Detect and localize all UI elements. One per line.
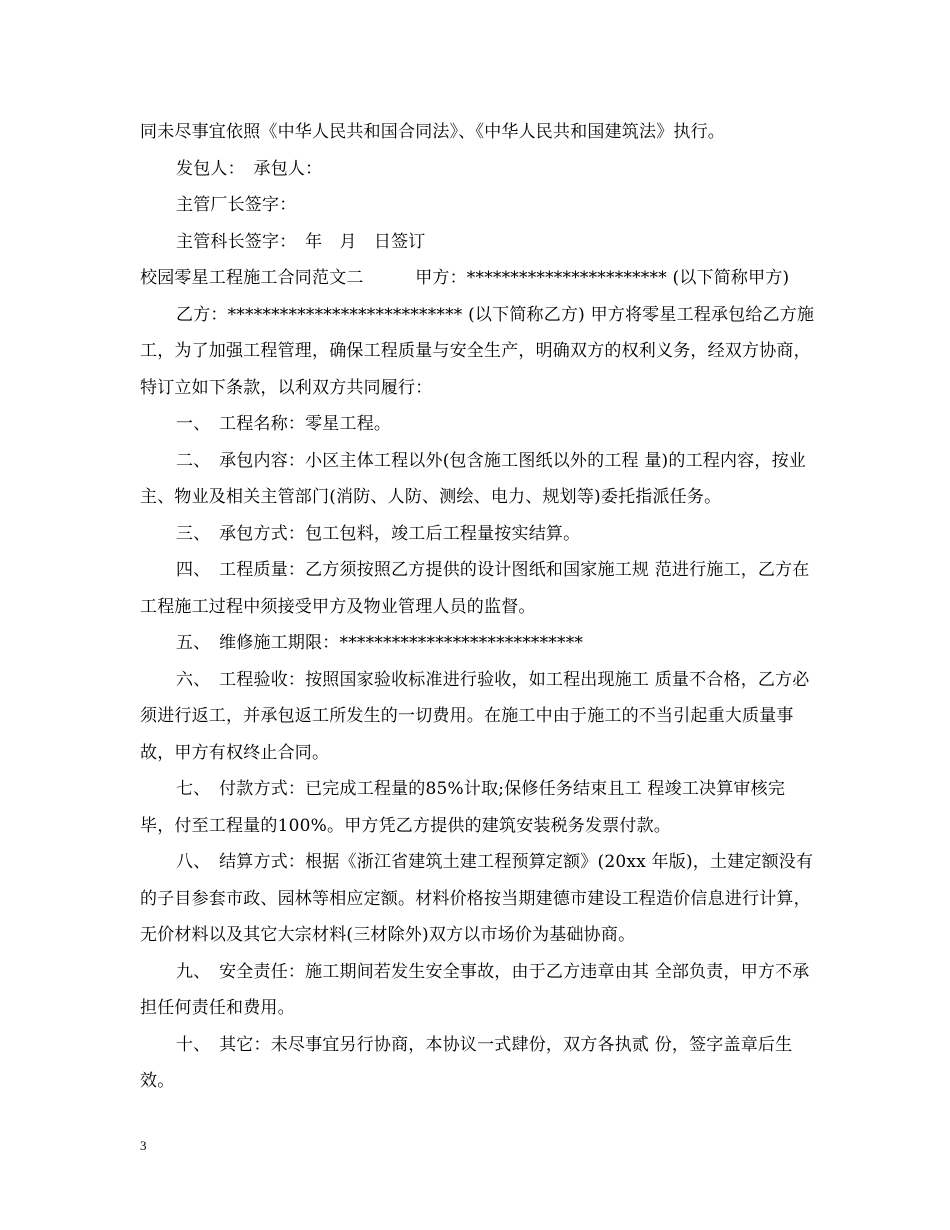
clause-6: 六、 工程验收：按照国家验收标准进行验收，如工程出现施工 质量不合格，乙方必须进行返工，并承包返工所发生的一切费用。在施工中由于施工的不当引起重大质量事故，甲方有权终止合同。	[140, 669, 810, 763]
clause-5: 五、 维修施工期限：****************************	[176, 633, 584, 653]
page-number: 3	[140, 1138, 147, 1153]
clause-10: 十、 其它：未尽事宜另行协商，本协议一式肆份，双方各执贰 份，签字盖章后生效。	[140, 1034, 793, 1091]
contract-title-party-a: 校园零星工程施工合同范文二 甲方：*********************** (以下简称甲方)	[140, 268, 790, 288]
signature-factory-director: 主管厂长签字：	[176, 195, 297, 215]
contract-body	[140, 114, 815, 1100]
clause-9: 九、 安全责任：施工期间若发生安全事故，由于乙方违章由其 全部负责，甲方不承担任何责任和费用。	[140, 961, 810, 1018]
clause-4: 四、 工程质量：乙方须按照乙方提供的设计图纸和国家施工规 范进行施工，乙方在工程施工过程中须接受甲方及物业管理人员的监督。	[140, 560, 810, 617]
clause-7: 七、 付款方式：已完成工程量的85%计取;保修任务结束且工 程竣工决算审核完毕，付至工程量的100%。甲方凭乙方提供的建筑安装税务发票付款。	[140, 779, 786, 836]
clause-8: 八、 结算方式：根据《浙江省建筑土建工程预算定额》(20xx 年版)，土建定额没有的子目参套市政、园林等相应定额。材料价格按当期建德市建设工程造价信息进行计算，无价材料以及其它大宗材料(三材除外)双方以市场价为基础协商。	[140, 852, 814, 945]
paragraph-party-b: 乙方：*************************** (以下简称乙方) 甲方将零星工程承包给乙方施工，为了加强工程管理，确保工程质量与安全生产，明确双方的权利义务，经双方协商，特订立如下条款，以利双方共同履行：	[140, 304, 815, 398]
clause-1: 一、 工程名称：零星工程。	[176, 414, 392, 434]
signature-section-chief: 主管科长签字： 年 月 日签订	[176, 231, 426, 252]
clause-3: 三、 承包方式：包工包料，竣工后工程量按实结算。	[176, 523, 581, 544]
signature-parties: 发包人： 承包人：	[176, 158, 323, 179]
paragraph-continuation: 同未尽事宜依照《中华人民共和国合同法》、《中华人民共和国建筑法》执行。	[140, 122, 725, 142]
clause-2: 二、 承包内容：小区主体工程以外(包含施工图纸以外的工程 量)的工程内容，按业主、物业及相关主管部门(消防、人防、测绘、电力、规划等)委托指派任务。	[140, 450, 806, 507]
